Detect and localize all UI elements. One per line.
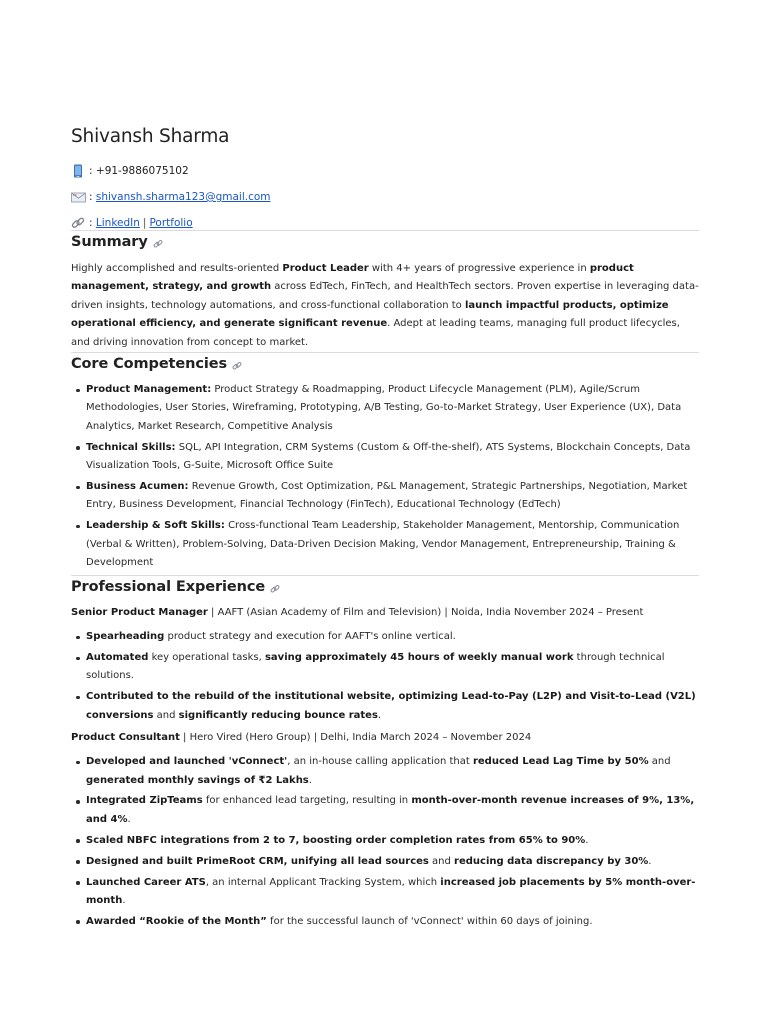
bullet-text: key operational tasks, bbox=[148, 652, 265, 663]
list-item bbox=[71, 381, 699, 436]
competency-label: Product Management: bbox=[86, 384, 212, 396]
list-item bbox=[71, 517, 699, 572]
list-item bbox=[71, 853, 699, 871]
summary-paragraph bbox=[71, 260, 699, 352]
job-role-line bbox=[71, 604, 699, 622]
bullet-emphasis: reduced Lead Lag Time by 50% bbox=[472, 756, 649, 768]
bullet-text: . bbox=[122, 894, 126, 906]
bullet-text: for enhanced lead targeting, resulting in bbox=[202, 795, 412, 807]
phone-number: +91-9886075102 bbox=[95, 165, 189, 177]
bullet-emphasis: significantly reducing bounce rates bbox=[178, 709, 378, 721]
bullet-text: and bbox=[648, 756, 671, 768]
competencies-heading-text: Core Competencies bbox=[71, 356, 227, 373]
list-item bbox=[71, 688, 699, 725]
email-prefix: : bbox=[89, 191, 93, 203]
bullet-text: . bbox=[308, 774, 312, 786]
anchor-link-icon[interactable] bbox=[270, 582, 280, 592]
bullet-text: and bbox=[153, 709, 179, 721]
competencies-heading bbox=[71, 353, 699, 375]
competency-label: Leadership & Soft Skills: bbox=[86, 520, 225, 532]
anchor-link-icon[interactable] bbox=[232, 359, 242, 369]
job-title: Product Consultant bbox=[71, 732, 180, 744]
bullet-emphasis: Contributed to the rebuild of the institutional website, optimizing Lead-to-Pay (L2P) and Visit-to-Lead (V2L) conversions bbox=[86, 691, 696, 721]
job-title: Senior Product Manager bbox=[71, 607, 208, 619]
contact-phone-line bbox=[71, 164, 699, 178]
summary-emphasis: Product Leader bbox=[282, 263, 369, 274]
bullet-emphasis: Launched Career ATS bbox=[86, 876, 206, 888]
list-item bbox=[71, 628, 699, 646]
bullet-emphasis: increased job placements by 5% month-over-month bbox=[86, 876, 696, 906]
list-item bbox=[71, 753, 699, 790]
competency-label: Technical Skills: bbox=[86, 441, 176, 453]
phone-prefix: : bbox=[89, 165, 93, 177]
list-item bbox=[71, 874, 699, 911]
contact-email-line bbox=[71, 190, 699, 204]
summary-heading-text: Summary bbox=[71, 234, 148, 250]
summary-text: Highly accomplished and results-oriented bbox=[71, 263, 283, 274]
job-details: | Hero Vired (Hero Group) | Delhi, India March 2024 – November 2024 bbox=[179, 732, 532, 744]
bullet-text: and bbox=[428, 855, 455, 867]
bullet-text: product strategy and execution for AAFT's online vertical. bbox=[164, 631, 456, 643]
email-link[interactable]: shivansh.sharma123@gmail.com bbox=[95, 191, 271, 203]
competency-label: Business Acumen: bbox=[86, 481, 189, 493]
resume-content bbox=[71, 124, 699, 934]
list-item bbox=[71, 832, 699, 850]
candidate-name: Shivansh Sharma bbox=[71, 126, 230, 147]
competency-text: SQL, API Integration, CRM Systems (Custom & Off-the-shelf), ATS Systems, Blockchain Concepts, Data Visualization Tools, G-Suite, Microsoft Office Suite bbox=[86, 441, 691, 472]
links-separator: | bbox=[142, 217, 147, 229]
list-item bbox=[71, 649, 699, 686]
summary-heading bbox=[71, 231, 699, 253]
bullet-text: . bbox=[648, 855, 652, 867]
portfolio-link[interactable]: Portfolio bbox=[149, 217, 193, 229]
bullet-emphasis: Automated bbox=[86, 652, 149, 663]
link-icon bbox=[71, 216, 87, 230]
bullet-emphasis: Spearheading bbox=[86, 631, 165, 643]
contact-links-line bbox=[71, 216, 699, 230]
summary-emphasis: product management, strategy, and growth bbox=[71, 263, 634, 293]
bullet-emphasis: saving approximately 45 hours of weekly manual work bbox=[264, 652, 574, 663]
bullet-emphasis: Integrated ZipTeams bbox=[86, 795, 203, 807]
bullet-text: . bbox=[585, 834, 589, 846]
bullet-emphasis: generated monthly savings of ₹2 Lakhs bbox=[86, 774, 309, 786]
bullet-emphasis: Designed and built PrimeRoot CRM, unifying all lead sources bbox=[86, 855, 429, 867]
job-details: | AAFT (Asian Academy of Film and Television) | Noida, India November 2024 – Present bbox=[207, 607, 644, 619]
bullet-emphasis: month-over-month revenue increases of 9%, 13%, and 4% bbox=[86, 795, 695, 825]
bullet-text: , an internal Applicant Tracking System, which bbox=[205, 876, 441, 888]
experience-heading bbox=[71, 576, 699, 598]
linkedin-link[interactable]: LinkedIn bbox=[95, 217, 140, 229]
bullet-text: . bbox=[127, 813, 131, 825]
list-item bbox=[71, 792, 699, 829]
competencies-list bbox=[71, 381, 699, 573]
bullet-text: for the successful launch of 'vConnect' within 60 days of joining. bbox=[266, 915, 593, 927]
bullet-text: , an in-house calling application that bbox=[287, 756, 473, 768]
job-role-line bbox=[71, 729, 699, 747]
summary-text: with 4+ years of progressive experience in bbox=[368, 263, 590, 274]
links-prefix: : bbox=[89, 217, 93, 229]
bullet-emphasis: Awarded “Rookie of the Month” bbox=[86, 915, 267, 927]
competency-text: Cross-functional Team Leadership, Stakeholder Management, Mentorship, Communication (Verbal & Written), Problem-Solving, Data-Driven Decision Making, Vendor Management, Entrepreneurship, Training & Development bbox=[86, 520, 680, 569]
bullet-text: . bbox=[377, 709, 382, 721]
summary-emphasis: launch impactful products, optimize operational efficiency, and generate significant revenue bbox=[71, 299, 669, 330]
envelope-icon bbox=[71, 190, 87, 204]
anchor-link-icon[interactable] bbox=[153, 237, 163, 247]
bullet-text: through technical solutions. bbox=[86, 652, 665, 682]
bullet-emphasis: reducing data discrepancy by 30% bbox=[454, 855, 649, 867]
bullet-emphasis: Developed and launched 'vConnect' bbox=[86, 756, 288, 768]
summary-text: . Adept at leading teams, managing full product lifecycles, and driving innovation from concept to market. bbox=[71, 318, 680, 348]
experience-heading-text: Professional Experience bbox=[71, 579, 266, 596]
list-item bbox=[71, 439, 699, 476]
summary-text: across EdTech, FinTech, and HealthTech sectors. Proven expertise in leveraging data-driven insights, technology automations, and cross-functional collaboration to bbox=[71, 281, 699, 311]
competency-text: Revenue Growth, Cost Optimization, P&L Management, Strategic Partnerships, Negotiation, Market Entry, Business Development, Financial Technology (FinTech), Educational Technology (EdTech) bbox=[86, 481, 688, 511]
list-item bbox=[71, 913, 699, 931]
competency-text: Product Strategy & Roadmapping, Product Lifecycle Management (PLM), Agile/Scrum Methodologies, User Stories, Wireframing, Prototyping, A/B Testing, Go-to-Market Strategy, User Experience (UX), Data Analytics, Market Research, Competitive Analysis bbox=[86, 384, 682, 432]
phone-icon bbox=[71, 164, 87, 178]
job-bullets bbox=[71, 753, 699, 931]
job-bullets bbox=[71, 628, 699, 725]
bullet-emphasis: Scaled NBFC integrations from 2 to 7, boosting order completion rates from 65% to 90% bbox=[86, 834, 586, 846]
list-item bbox=[71, 478, 699, 515]
